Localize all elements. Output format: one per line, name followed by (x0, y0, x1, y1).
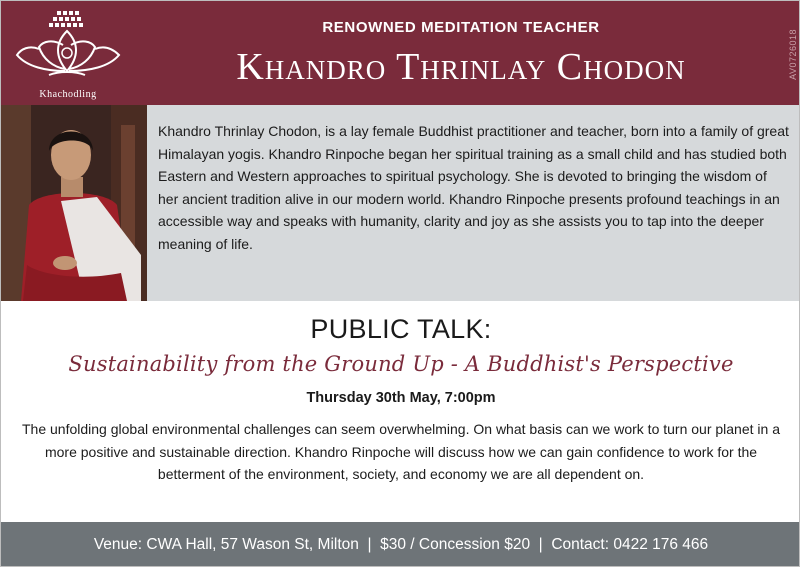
venue-contact-info: Venue: CWA Hall, 57 Wason St, Milton | $30 / Concession $20 | Contact: 0422 176 466 (93, 536, 709, 553)
teacher-portrait (1, 105, 147, 301)
khachodling-logo (9, 9, 127, 101)
reference-code: AV0726018 (788, 29, 798, 80)
header-subtitle: RENOWNED MEDITATION TEACHER (322, 19, 600, 36)
page-title: Khandro Thrinlay Chodon (236, 46, 686, 88)
header-banner (1, 1, 800, 105)
event-type-label: PUBLIC TALK: (310, 314, 492, 344)
bio-panel (147, 105, 800, 301)
lotus-icon (9, 9, 127, 89)
logo-text: Khachodling (39, 89, 97, 100)
footer-bar (1, 522, 800, 567)
bio-text: Khandro Thrinlay Chodon, is a lay female Buddhist practitioner and teacher, born into a family of great Himalayan yogis. Khandro Rinpoche began her spiritual training as a small child and has studied both Eastern and Western approaches to spiritual psychology. She is devoted to bringing the wisdom of her ancient tradition alive in our modern world. Khandro Rinpoche presents profound teachings in an accessible way and speaks with humanity, clarity and joy as she assists you to tap into the deeper meaning of life. (158, 123, 789, 252)
event-date: Thursday 30th May, 7:00pm (306, 390, 496, 406)
event-title: Sustainability from the Ground Up - A Buddhist's Perspective (68, 352, 734, 376)
event-description: The unfolding global environmental challenges can seem overwhelming. On what basis can we work to turn our planet in a more positive and sustainable direction. Khandro Rinpoche will discuss how we can gain confidence to work for the betterment of the environment, society, and economy we are all dependent on. (22, 421, 780, 482)
